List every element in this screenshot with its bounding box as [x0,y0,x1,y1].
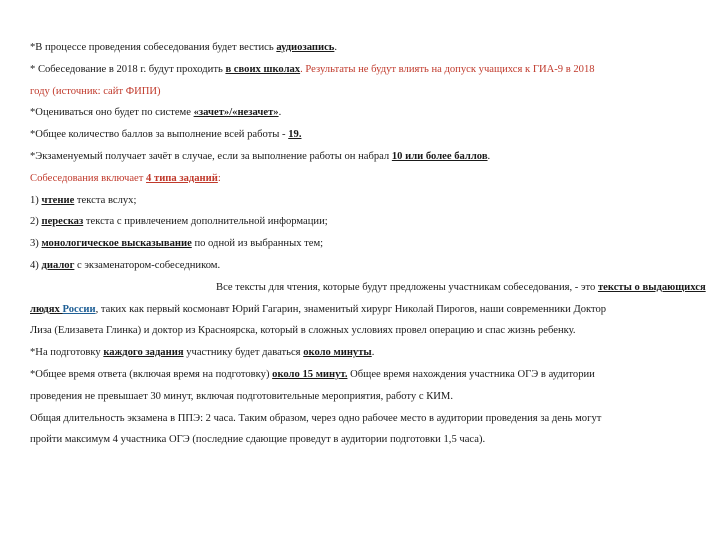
para-total-time-line1: *Общее время ответа (включая время на подготовку) около 15 минут. Общее время нахождения участника ОГЭ в аудитории [30,368,595,380]
para-schools-line1: * Собеседование в 2018 г. будут проходить в своих школах. Результаты не будут влиять на допуск учащихся к ГИА-9 в 2018 [30,63,595,75]
outstanding-people-term: тексты о выдающихся [597,281,706,293]
pass-fail-term: «зачет»/«незачет» [193,107,279,119]
total-points-value: 19. [288,129,302,141]
pass-threshold: 10 или более баллов [391,150,488,162]
para-grading-system: *Оцениваться оно будет по системе «зачет»/«незачет». [30,107,282,119]
list-item-monologue: 3) монологическое высказывание по одной из выбранных тем; [30,238,324,250]
task-retelling: пересказ [41,216,84,228]
task-reading: чтение [41,194,75,206]
para-texts-line3: Лиза (Елизавета Глинка) и доктор из Красноярска, который в сложных условиях провел операцию и спас жизнь ребенку. [30,325,576,337]
para-duration-line2: пройти максимум 4 участника ОГЭ (последние сдающие проведут в аудитории подготовки 1,5 часа). [30,434,486,446]
task-dialogue: диалог [41,259,75,271]
results-note: . Результаты не будут влиять на допуск учащихся к ГИА-9 в 2018 [300,63,595,75]
own-schools-term: в своих школах [225,63,301,75]
each-task-term: каждого задания [103,347,184,359]
fifteen-minutes-term: около 15 минут. [272,368,348,380]
para-duration-line1: Общая длительность экзамена в ППЭ: 2 часа. Таким образом, через одно рабочее место в аудитории проведения за день могут [30,412,602,424]
para-texts-line1: Все тексты для чтения, которые будут предложены участникам собеседования, - это тексты о выдающихся [216,281,706,293]
list-item-dialogue: 4) диалог с экзаменатором-собеседником. [30,259,221,271]
para-preparation-time: *На подготовку каждого задания участнику будет даваться около минуты. [30,347,375,359]
list-item-retelling: 2) пересказ текста с привлечением дополнительной информации; [30,216,328,228]
task-monologue: монологическое высказывание [41,238,192,250]
list-item-reading: 1) чтение текста вслух; [30,194,137,206]
para-audio-recording: *В процессе проведения собеседования будет вестись аудиозапись. [30,42,338,53]
para-total-points: *Общее количество баллов за выполнение всей работы - 19. [30,129,302,141]
para-task-types: Собеседования включает 4 типа заданий: [30,172,221,184]
about-minute-term: около минуты [303,347,372,359]
para-schools-line2: году (источник: сайт ФИПИ) [30,85,161,97]
audio-recording-term: аудиозапись [276,42,335,53]
para-pass-criterion: *Экзаменуемый получает зачёт в случае, если за выполнение работы он набрал 10 или более баллов. [30,150,491,162]
russia-term: России [62,303,96,315]
para-texts-line2: людях России, таких как первый космонавт Юрий Гагарин, знаменитый хирург Николай Пирогов, наши современники Доктор [30,303,607,315]
para-total-time-line2: проведения не превышает 30 минут, включая подготовительные мероприятия, работу с КИМ. [30,390,453,402]
task-count-term: 4 типа заданий [146,172,218,184]
